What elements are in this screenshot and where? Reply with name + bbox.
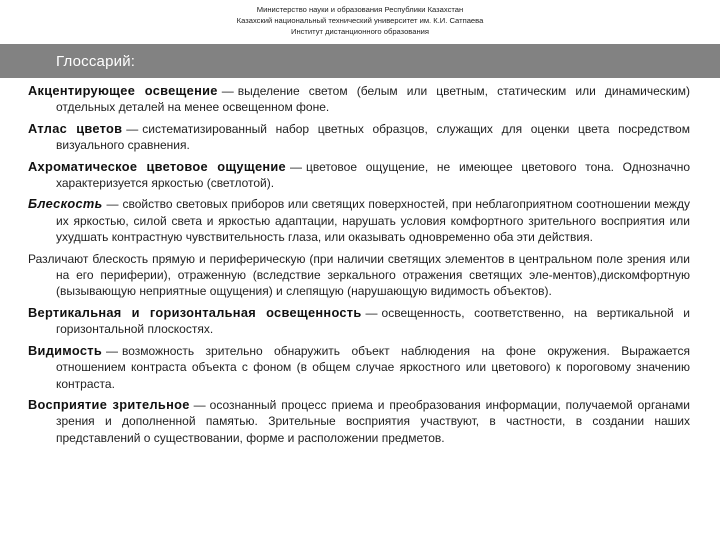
glossary-definition: осознанный процесс приема и преобразования информации, получаемой органами зрения и дополненной памятью. Зрительные восприятия участвуют, в частности, в создании наших представлений о существовании, форме и расположении предметов. <box>56 397 690 445</box>
header-university-line: Казахский национальный технический университет им. К.И. Сатпаева <box>236 16 484 25</box>
glossary-term: Ахроматическое цветовое ощущение <box>28 158 286 174</box>
glossary-definition: свойство световых приборов или светящих поверхностей, при неблагоприятном соотношении между их яркостью, силой света и яркостью адаптации, нарушать условия комфортного зрительного восприятия или ухудшать контрастную чувствительность глаза, или оказывать одновременно оба эти действия. <box>56 197 690 245</box>
term-dash: — <box>289 159 302 174</box>
glossary-entry-achromatic-sensation <box>28 159 690 192</box>
glossary-definition: освещенность, соответственно, на вертикальной и горизонтальной плоскостях. <box>56 305 690 337</box>
term-dash: — <box>126 121 139 136</box>
glossary-entry-accent-lighting <box>28 83 690 116</box>
glossary-term: Восприятие зрительное <box>28 396 190 412</box>
glossary-title-bar <box>0 44 720 78</box>
glossary-entry-color-atlas <box>28 121 690 154</box>
glossary-entry-glare <box>28 196 690 245</box>
term-dash: — <box>106 343 118 358</box>
term-dash: — <box>106 197 119 212</box>
term-dash: — <box>221 84 234 98</box>
term-dash: — <box>193 397 206 412</box>
glossary-entry-visual-perception <box>28 397 690 446</box>
glossary-term: Акцентирующее освещение <box>28 83 218 98</box>
glossary-term: Видимость <box>28 342 102 358</box>
glossary-term: Вертикальная и горизонтальная освещенность <box>28 304 362 320</box>
glossary-term: Атлас цветов <box>28 120 123 136</box>
glossary-definition: выделение светом (белым или цветным, статическим или динамическим) отдельных деталей на менее освещенном фоне. <box>56 84 690 115</box>
glossary-definition: систематизированный набор цветных образцов, служащих для оценки цвета посредством визуального сравнения. <box>56 121 690 153</box>
header-ministry-line: Министерство науки и образования Республики Казахстан <box>256 5 464 14</box>
glossary-paragraph-text: Различают блескость прямую и периферическую (при наличии светящих элементов в центральном поле зрения или на его периферии), отраженную (вследствие зеркального отражения светящих эле-ментов),дискомфортную (вызывающую неприятные ощущения) и слепящую (нарушающую видимость объектов). <box>28 251 690 299</box>
glossary-term: Блескость <box>28 196 103 212</box>
glossary-entry-vertical-horizontal-illuminance <box>28 305 690 338</box>
glossary-content <box>28 83 690 451</box>
header-institute-line: Институт дистанционного образования <box>290 27 430 36</box>
glossary-paragraph-glare-types <box>28 251 690 300</box>
glossary-title: Глоссарий: <box>56 52 136 70</box>
glossary-entry-visibility <box>28 343 690 392</box>
glossary-definition: возможность зрительно обнаружить объект наблюдения на фоне окружения. Выражается отношением контраста объекта с фоном (в общем случае яркостного или цветового) к пороговому значению контраста. <box>56 343 690 391</box>
glossary-definition: цветовое ощущение, не имеющее цветового тона. Однозначно характеризуется яркостью (светлотой). <box>56 159 690 191</box>
document-header <box>0 4 720 37</box>
term-dash: — <box>365 305 378 320</box>
